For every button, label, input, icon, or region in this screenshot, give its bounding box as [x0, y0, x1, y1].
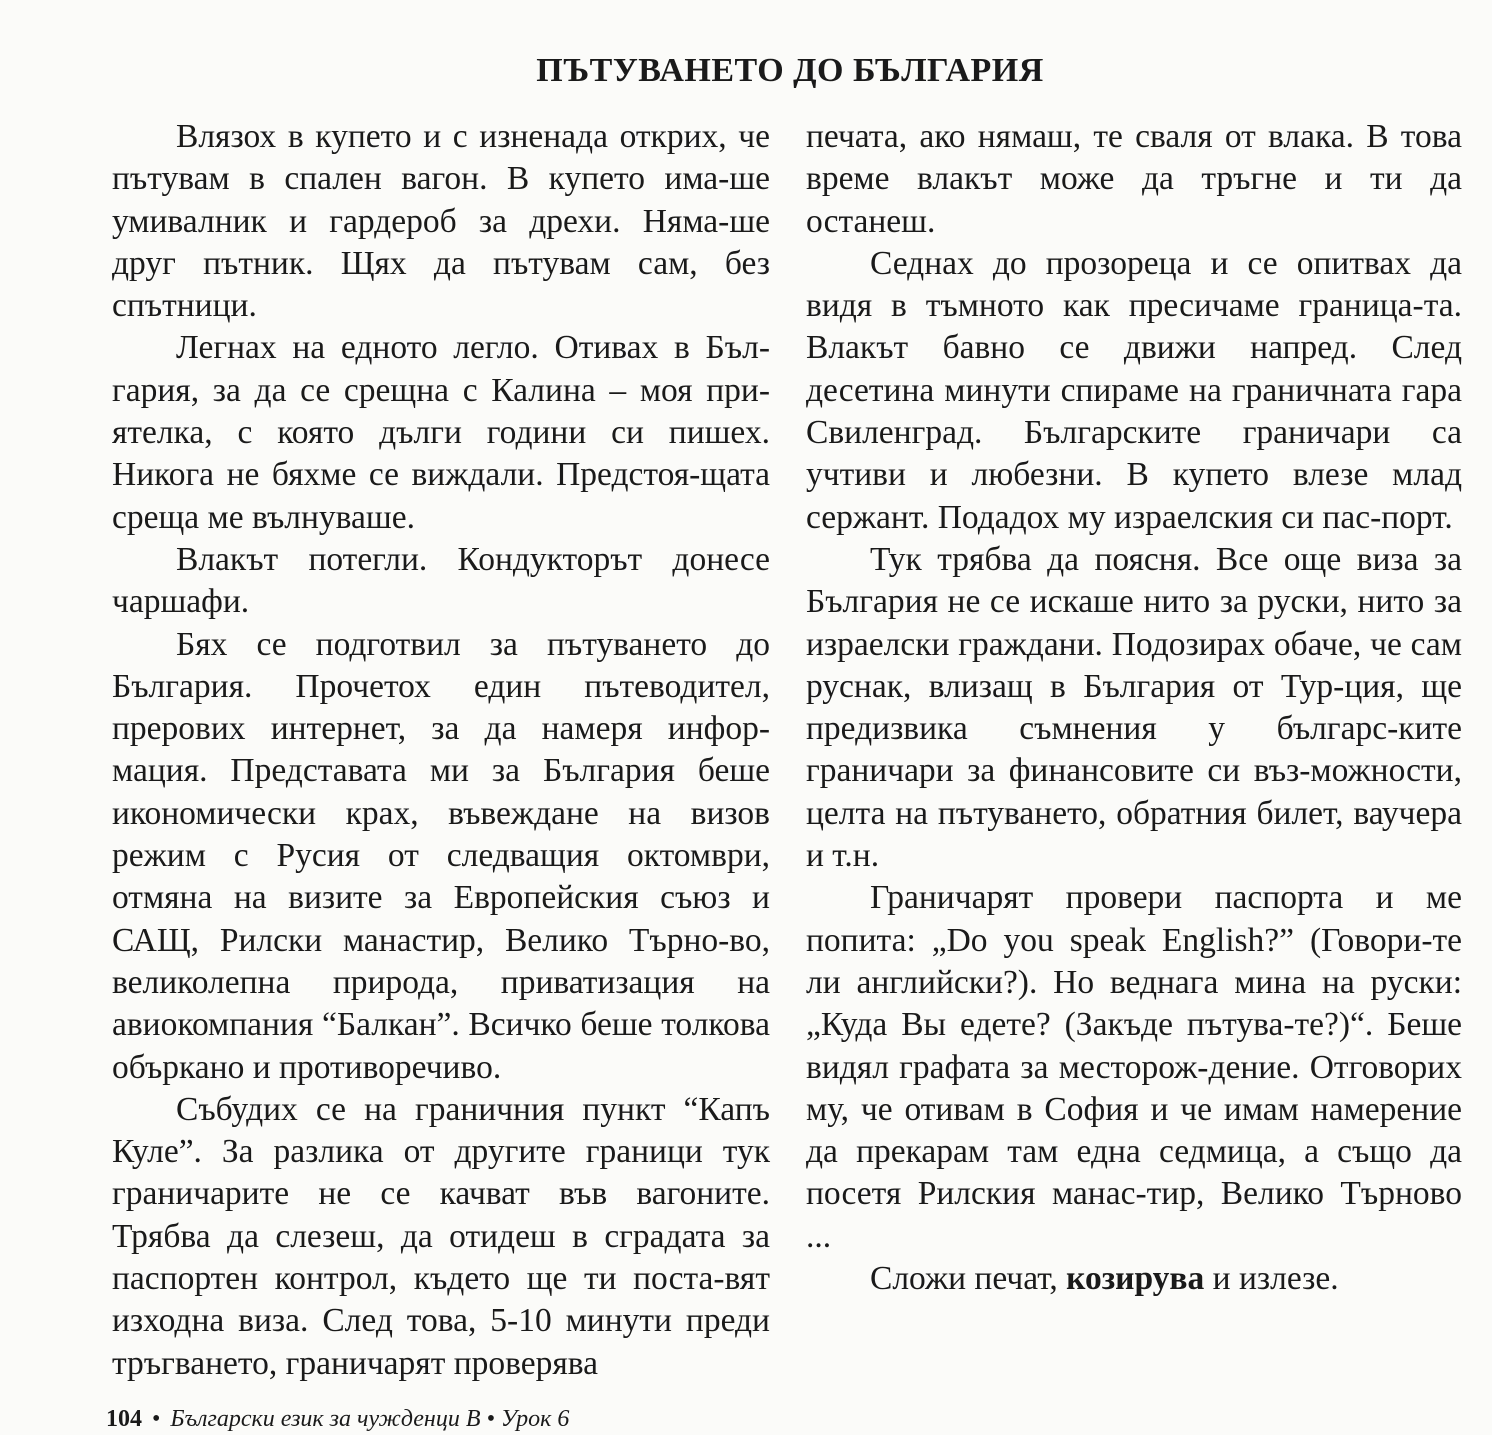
paragraph: Тук трябва да поясня. Все още виза за България не се искаше нито за руски, нито за израелски граждани. Подозирах обаче, че сам руснак, влизащ в България от Тур-ция, ще предизвика съмнения у българс-ките граничари за финансовите си въз-можности, целта на пътуването, обратния билет, ваучера и т.н.: [806, 540, 1462, 875]
paragraph: Влакът потегли. Кондукторът донесе чаршафи.: [112, 540, 770, 621]
paragraph: Влязох в купето и с изненада открих, че пътувам в спален вагон. В купето има-ше умивалник и гардероб за дрехи. Няма-ше друг пътник. Щях да пътувам сам, без спътници.: [112, 118, 770, 325]
paragraph-continuation: печата, ако нямаш, те сваля от влака. В това време влакът може да тръгне и ти да останеш.: [806, 118, 1462, 240]
left-column: [112, 116, 770, 1385]
book-series-title: Български език за чужденци В • Урок 6: [170, 1406, 570, 1432]
page-title: ПЪТУВАНЕТО ДО БЪЛГАРИЯ: [536, 52, 1044, 89]
paragraph: Събудих се на граничния пункт “Капъ Куле”. За разлика от другите граници тук граничарите не се качват във вагоните. Трябва да слезеш, да отидеш в сградата за паспортен контрол, където ще ти поста-вят изходна виза. След това, 5-10 минути преди тръгването, граничарят проверява: [112, 1090, 770, 1382]
paragraph: Легнах на едното легло. Отивах в Бъл-гария, за да се срещна с Калина – моя при-ятелка, с която дълги години си пишех. Никога не бяхме се виждали. Предстоя-щата среща ме вълнуваше.: [112, 329, 770, 536]
paragraph: Бях се подготвил за пътуването до България. Прочетох един пътеводител, прерових интернет, за да намеря инфор-мация. Представата ми за България беше икономически крах, въвеждане на визов режим с Русия от следващия октомври, отмяна на визите за Европейския съюз и САЩ, Рилски манастир, Велико Търно-во, великолепна природа, приватизация на авиокомпания “Балкан”. Всичко беше толкова объркано и противоречиво.: [112, 625, 770, 1086]
text-fragment: и излезе.: [1204, 1260, 1339, 1298]
bullet-separator: •: [152, 1406, 161, 1432]
bold-word: козирува: [1066, 1260, 1205, 1298]
right-column: [806, 116, 1462, 1300]
paragraph: Седнах до прозореца и се опитвах да видя в тъмното как пресичаме граница-та. Влакът бавно се движи напред. След десетина минути спираме на граничната гара Свиленград. Българските граничари са учтиви и любезни. В купето влезе млад сержант. Подадох му израелския си пас-порт.: [806, 244, 1462, 536]
text-fragment: Сложи печат,: [870, 1260, 1067, 1298]
paragraph-final: [806, 1258, 1462, 1300]
paragraph: Граничарят провери паспорта и ме попита: „Do you speak English?” (Говори-те ли английски?). Но веднага мина на руски: „Куда Вы едете? (Закъде пътува-те?)“. Беше видял графата за месторож-дение. Отговорих му, че отивам в София и че имам намерение да прекарам там една седмица, а също да посетя Рилския манас-тир, Велико Търново ...: [806, 879, 1462, 1255]
page-footer: [106, 1406, 569, 1433]
page-number: 104: [106, 1406, 142, 1432]
